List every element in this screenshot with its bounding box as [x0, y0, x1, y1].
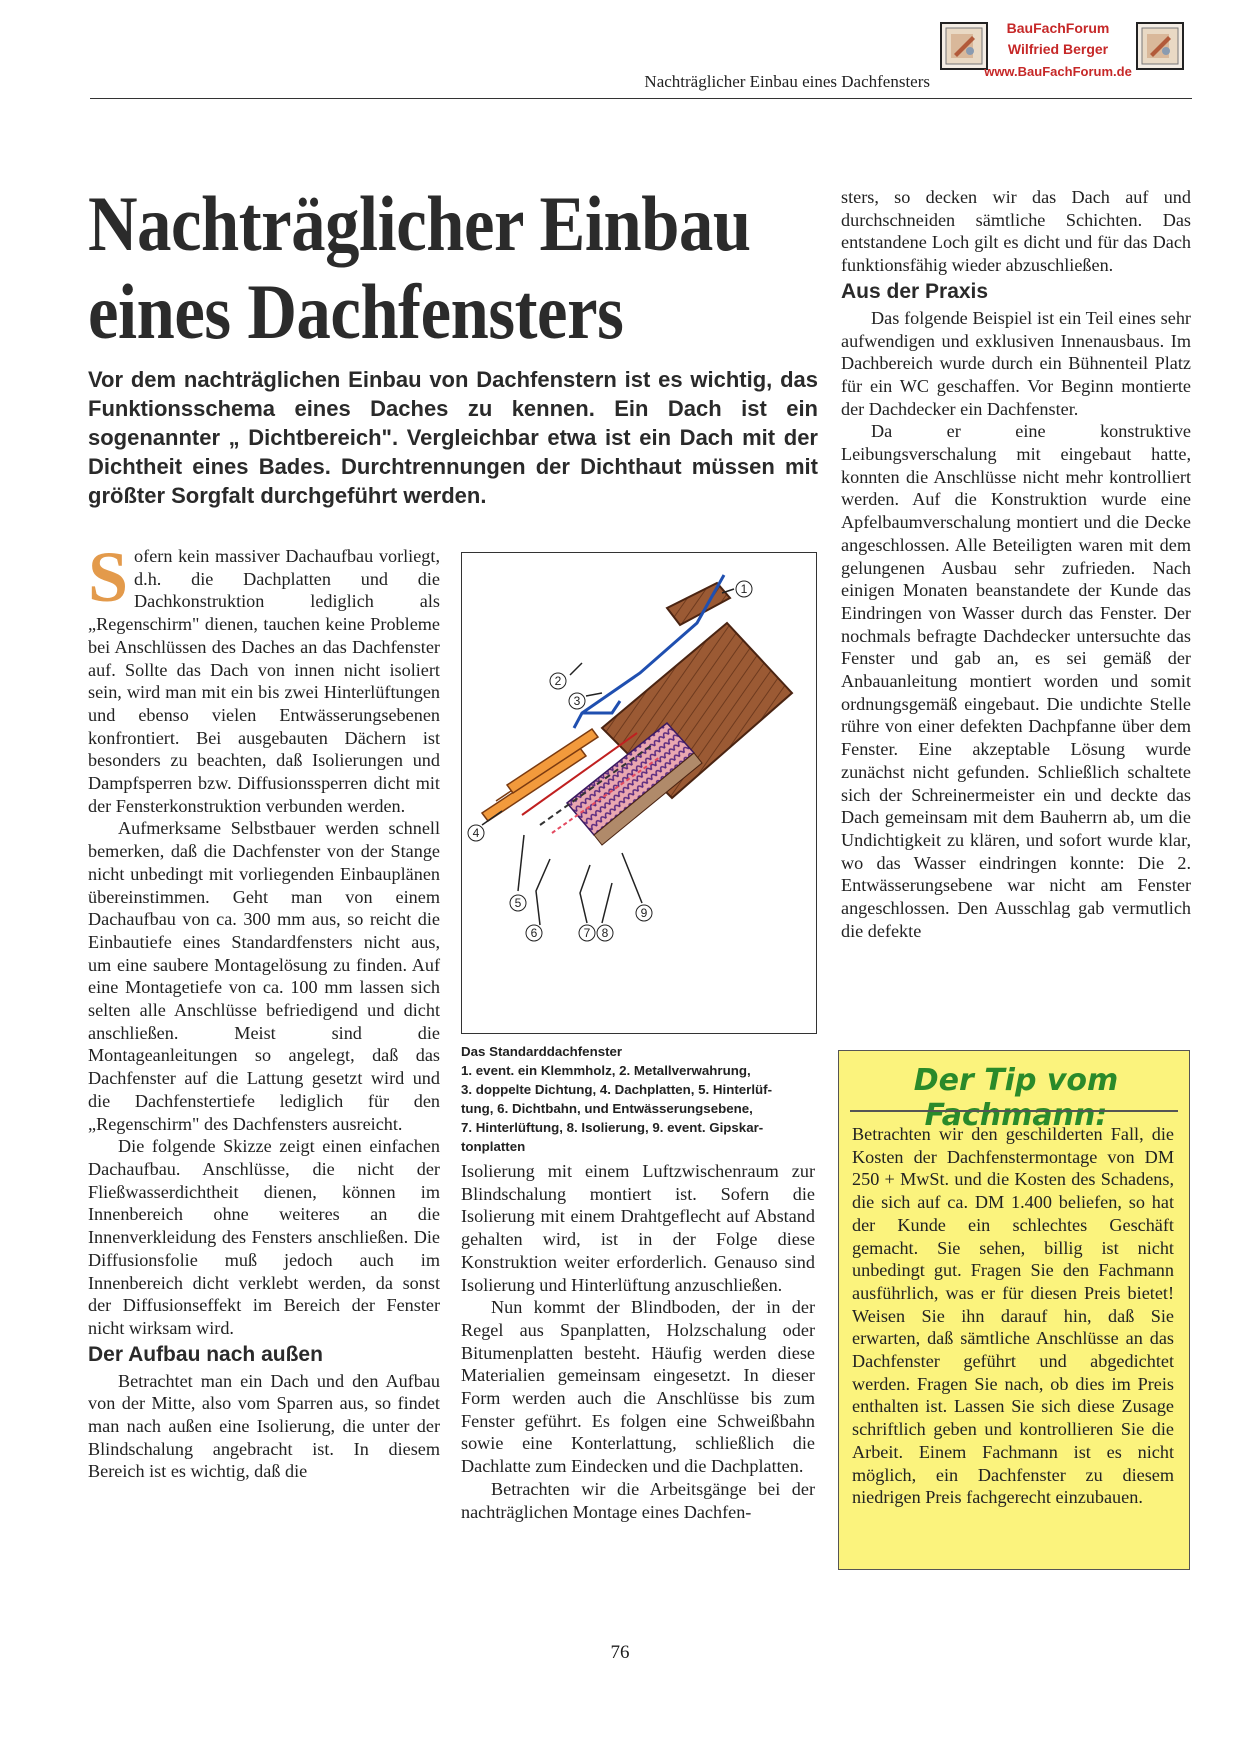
figure-label: 6	[530, 926, 538, 940]
figure-label: 1	[740, 582, 748, 596]
brand-url[interactable]: www.BauFachForum.de	[984, 64, 1132, 79]
paragraph: Sofern kein massiver Dachaufbau vorliegt, d.h. die Dachplatten und die Dachkonstruktion lediglich als „Regenschirm" dienen, tauchen keine Probleme bei Anschlüssen des Daches an das Dachfenster auf. Sollte das Dach von innen nicht isoliert sein, wird man mit ein bis zwei Hinterlüftungen und ebenso vielen Entwässerungsebenen konfrontiert. Bei ausgebauten Dächern ist besonders zu beachten, daß Isolierungen und Dampfsperren bzw. Diffusionssperren dicht mit der Fensterkonstruktion verbunden werden.	[88, 537, 440, 816]
paragraph: Isolierung mit einem Luftzwischenraum zur Blindschalung montiert ist. Sofern die Isolierung mit einem Drahtgeflecht auf Abstand gehalten wird, ist in der Folge diese Konstruktion weiter erforderlich. Genauso sind Isolierung und Hinterlüftung anzuschließen.	[461, 1161, 815, 1295]
page-number: 76	[610, 1642, 630, 1663]
drop-cap: S	[88, 537, 129, 617]
figure-label: 7	[583, 926, 591, 940]
caption-line: 1. event. ein Klemmholz, 2. Metallverwahrung,	[461, 1063, 751, 1078]
lead-paragraph: Vor dem nachträglichen Einbau von Dachfenstern ist es wichtig, das Funktionsschema eines Daches zu kennen. Ein Dach ist ein sogenannter „ Dichtbereich". Vergleichbar etwa ist ein Dach mit der Dichtheit eines Bades. Durchtrennungen der Dichthaut müssen mit größter Sorgfalt durchgeführt werden.	[88, 367, 818, 508]
column-1	[88, 537, 440, 1483]
article-title	[88, 180, 751, 356]
subheading: Aus der Praxis	[841, 279, 989, 303]
column-3	[841, 186, 1191, 943]
brand-name: BauFachForum	[1006, 20, 1110, 36]
caption-line: tung, 6. Dichtbahn, und Entwässerungsebene,	[461, 1101, 753, 1116]
paragraph: Betrachten wir die Arbeitsgänge bei der nachträglichen Montage eines Dachfen-	[461, 1478, 815, 1522]
paragraph: Das folgende Beispiel ist ein Teil eines sehr aufwendigen und exklusiven Innenausbaus. Im Dachbereich wurde durch ein Bühnenteil Platz für ein WC geschaffen. Vor Beginn montierte der Dachdecker ein Dachfenster.	[841, 307, 1191, 419]
caption-line: tonplatten	[461, 1139, 526, 1154]
roof-window-diagram	[461, 552, 817, 1034]
caption-line: 3. doppelte Dichtung, 4. Dachplatten, 5. Hinterlüf-	[461, 1082, 773, 1097]
figure-label: 4	[472, 826, 480, 840]
figure-label: 3	[573, 694, 581, 708]
brand-owner: Wilfried Berger	[1007, 41, 1109, 57]
brand-logo-icon	[1136, 22, 1184, 70]
tip-divider	[850, 1110, 1178, 1112]
column-2	[461, 1160, 815, 1523]
figure-label: 5	[514, 896, 522, 910]
caption-line: 7. Hinterlüftung, 8. Isolierung, 9. event. Gipskar-	[461, 1120, 764, 1135]
paragraph: Die folgende Skizze zeigt einen einfachen Dachaufbau. Anschlüsse, die nicht der Fließwasserdichtheit dienen, können im Innenbereich ohne weiteres an die Innenverkleidung des Fensters anschließen. Die Diffusionsfolie muß jedoch auch im Innenbereich dicht verklebt werden, da sonst der Diffusionseffekt im Bereich der Fenster nicht wirksam wird.	[88, 1136, 440, 1338]
figure-caption	[461, 1042, 815, 1156]
paragraph: Aufmerksame Selbstbauer werden schnell bemerken, daß die Dachfenster von der Stange nicht unbedingt mit vorliegenden Einbauplänen übereinstimmen. Geht man von einem Dachaufbau von ca. 300 mm aus, so reicht die Einbautiefe eines Standardfensters nicht aus, um eine saubere Montagelösung zu finden. Auf eine Montagetiefe von ca. 100 mm lassen sich selten alle Anschlüsse befriedigend und dicht anschließen. Meist sind die Montageanleitungen so angelegt, daß das Dachfenster auf die Lattung gesetzt wird und die Dachfenstertiefe lediglich für den „Regenschirm" des Dachfensters ausreicht.	[88, 818, 440, 1134]
caption-line: Das Standarddachfenster	[461, 1044, 623, 1059]
subheading: Der Aufbau nach außen	[88, 1342, 323, 1366]
figure-label: 9	[640, 906, 648, 920]
running-title: Nachträglicher Einbau eines Dachfensters	[644, 72, 930, 91]
tip-text: Betrachten wir den geschilderten Fall, die Kosten der Dachfenstermontage von DM 250 + MwSt. und die Kosten des Schadens, die sich auf ca. DM 1.400 beliefen, so hat der Kunde ein schlechtes Geschäft gemacht. Sie sehen, billig ist nicht unbedingt gut. Fragen Sie den Fachmann ausführlich, was er für diesen Preis bietet! Weisen Sie ihn darauf hin, daß Sie erwarten, daß sämtliche Anschlüsse an das Dachfenster geführt und abgedichtet werden. Fragen Sie nach, ob dies im Preis enthalten ist. Lassen Sie sich diese Zusage schriftlich geben und kontrollieren Sie die Arbeit. Einem Fachmann ist es nicht möglich, ein Dachfenster zu diesem niedrigen Preis fachgerecht einzubauen.	[852, 1124, 1174, 1508]
paragraph: Nun kommt der Blindboden, der in der Regel aus Spanplatten, Holzschalung oder Bitumenplatten besteht. Häufig werden diese Materialien gemeinsam eingesetzt. In dieser Form werden auch die Anschlüsse bis zum Fenster geführt. Es folgen eine Schweißbahn sowie eine Konterlattung, schließlich die Dachlatte zum Eindecken und die Dachplatten.	[461, 1297, 815, 1477]
tip-title: Der Tip vom Fachmann:	[913, 1063, 1119, 1133]
brand-block	[968, 18, 1148, 84]
paragraph: sters, so decken wir das Dach auf und durchschneiden sämtliche Schichten. Das entstandene Loch gilt es dicht und für das Dach funktionsfähig wieder abzuschließen.	[841, 187, 1191, 276]
title-line-2: eines Dachfensters	[88, 268, 624, 355]
figure-label: 2	[554, 674, 562, 688]
paragraph: Da er eine konstruktive Leibungsverschalung mit eingebaut hatte, konnten die Anschlüsse nicht mehr kontrolliert werden. Auf die Konstruktion wurde eine Apfelbaumverschalung montiert und die Decke angeschlossen. Alle Beteiligten waren mit dem gelungenen Ausbau sehr zufrieden. Nach einigen Monaten beanstandete der Kunde das Eindringen von Wasser durch das Fenster. Der nochmals befragte Dachdecker untersuchte das Fenster und gab an, es sei gemäß der Anbauanleitung montiert worden und somit ordnungsgemäß eingebaut. Die undichte Stelle rühre von einer defekten Dachpfanne über dem Fenster. Eine akzeptable Lösung wurde zunächst nicht gefunden. Schließlich schaltete sich der Schreinermeister ein und deckte das Dach gemeinsam mit dem Bauherrn ab, um die Undichtigkeit zu klären, und sofort wurde klar, wo das Wasser eindringen konnte: Die 2. Entwässerungsebene war nicht am Fenster angeschlossen. Den Ausschlag gab vermutlich die defekte	[841, 421, 1191, 941]
paragraph: Betrachtet man ein Dach und den Aufbau von der Mitte, also vom Sparren aus, so findet man nach außen eine Isolierung, die unter der Blindschalung angebracht ist. In diesem Bereich ist es wichtig, daß die	[88, 1370, 440, 1482]
title-line-1: Nachträglicher Einbau	[88, 180, 751, 267]
figure-label: 8	[601, 926, 609, 940]
header-rule	[90, 98, 1192, 99]
